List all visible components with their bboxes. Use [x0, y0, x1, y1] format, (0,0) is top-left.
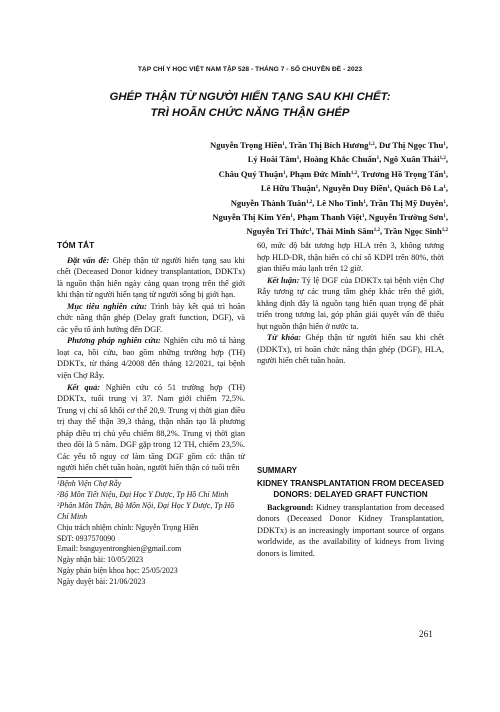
- abstract-methods-label: Phương pháp nghiên cứu:: [67, 336, 161, 346]
- abstract-heading: TÓM TẮT: [57, 240, 95, 250]
- phone-number: SĐT: 0937570090: [57, 533, 116, 543]
- author-affiliation-sup: 1: [443, 185, 446, 191]
- author-list: [68, 138, 448, 239]
- date-accepted: Ngày duyệt bài: 21/06/2023: [57, 577, 146, 587]
- abstract-background-label: Đặt vấn đề:: [67, 255, 110, 265]
- author-affiliation-sup: 1,2: [439, 156, 446, 162]
- affiliation-1-text: Bệnh Viện Chợ Rẫy: [59, 479, 122, 488]
- author-name: Quách Đô La: [394, 183, 444, 194]
- author-name: Lê Nho Tình: [316, 197, 364, 208]
- author-affiliation-sup: 1: [296, 156, 300, 162]
- author-affiliation-sup: 1: [362, 214, 365, 220]
- author-separator: ,: [445, 168, 448, 179]
- author-affiliation-sup: 1,2: [306, 199, 313, 205]
- affiliation-2: [57, 490, 247, 501]
- author-name: Nguyễn Thành Tuân: [230, 197, 307, 208]
- author-affiliation-sup: 1: [443, 214, 446, 220]
- author-separator: ,: [364, 212, 369, 223]
- article-title-line-1: GHÉP THẬN TỪ NGƯỜI HIẾN TẠNG SAU KHI CHẾT:: [109, 91, 391, 103]
- author-name: Lý Hoài Tâm: [247, 154, 297, 165]
- abstract-results-text: Nghiên cứu có 51 trường hợp (TH) DDKTx, tuổi trung vị 37. Nam giới chiếm 72,5%. Trung vị chỉ số khối cơ thể 20,9. Trung vị thời gian điều trị thay thế thận 39,3 tháng, thận nhân tạo là phương pháp điều trị chủ yếu chiếm 88,2%. Trung vị thời gian theo dõi là 5 năm. DGF gặp trong 12 TH, chiếm 23,5%. Các yếu tố nguy cơ làm tăng DGF gồm có: thận từ người hiến chết tuần hoàn, người hiến thận có tuổi trên: [57, 382, 245, 473]
- author-affiliation-sup: 1: [387, 185, 390, 191]
- author-separator: ,: [357, 168, 362, 179]
- abstract-results-label: Kết quả:: [67, 382, 100, 392]
- author-name: Nguyễn Thị Kim Yến: [212, 212, 291, 223]
- author-separator: ,: [445, 212, 448, 223]
- author-name: Dư Thị Ngọc Thu: [379, 140, 444, 150]
- page-number: 261: [419, 629, 433, 639]
- keywords-label: Từ khóa:: [267, 333, 302, 343]
- abstract-results-continued: [257, 240, 444, 275]
- article-title-line-2: TRÌ HOÃN CHỨC NĂNG THẬN GHÉP: [150, 107, 350, 119]
- abstract-background-text: Ghép thận từ người hiến tạng sau khi chết (Deceased Donor kidney transplantation, DDKTx) là nguồn thận hiến ngày càng quan trọng trên thế giới khi thận từ người hiến tạng từ người sống bị giới hạn.: [57, 255, 245, 300]
- author-separator: ,: [299, 154, 304, 165]
- corresponding-author: Chịu trách nhiệm chính: Nguyễn Trọng Hiền: [57, 522, 199, 532]
- author-affiliation-sup: 1,2: [373, 228, 380, 234]
- summary-heading: SUMMARY: [257, 466, 297, 475]
- summary-title: KIDNEY TRANSPLANTATION FROM DECEASED DONORS: DELAYED GRAFT FUNCTION: [257, 478, 444, 500]
- abstract-vi-column-right: [257, 240, 444, 367]
- abstract-objective-label: Mục tiêu nghiên cứu:: [67, 301, 147, 311]
- author-separator: ,: [445, 183, 448, 194]
- date-received: Ngày nhận bài: 10/05/2023: [57, 555, 144, 565]
- summary-background-label: Background:: [267, 502, 314, 512]
- author-separator: ,: [311, 226, 316, 237]
- author-line: [68, 152, 448, 166]
- footnotes: [57, 479, 247, 588]
- author-separator: ,: [365, 197, 370, 208]
- affiliation-2-text: Bộ Môn Tiết Niệu, Đại Học Y Dược, Tp Hồ Chí Minh: [59, 489, 229, 499]
- author-line: [68, 224, 448, 238]
- author-name: Phạm Thanh Việt: [297, 212, 362, 223]
- author-affiliation-sup: 1: [315, 185, 319, 191]
- author-affiliation-sup: 1: [309, 228, 312, 234]
- author-line: [68, 196, 448, 210]
- author-separator: ,: [284, 140, 289, 150]
- abstract-keywords: [257, 332, 444, 367]
- email-address: Email: bsnguyentronghien@gmail.com: [57, 544, 182, 554]
- author-name: Trương Hồ Trọng Tấn: [361, 168, 444, 179]
- abstract-methods: [57, 335, 245, 381]
- author-name: Ngô Xuân Thái: [383, 154, 440, 165]
- author-separator: ,: [445, 140, 448, 150]
- author-affiliation-sup: 1: [443, 170, 446, 176]
- author-line: [68, 210, 448, 224]
- author-line: [68, 181, 448, 195]
- author-line: [68, 167, 448, 181]
- author-affiliation-sup: 1,2: [368, 142, 375, 147]
- author-name: Châu Quý Thuận: [218, 168, 283, 179]
- author-name: Thái Minh Sâm: [315, 226, 374, 237]
- affiliation-2-sup: 2: [57, 491, 60, 497]
- author-separator: ,: [312, 197, 317, 208]
- author-separator: ,: [445, 154, 448, 165]
- abstract-results-text-continued: 60, mức độ bắt tương hợp HLA trên 3, không tương hợp HLD-DR, thận hiến có chỉ số KDPI trên 80%, thời gian thiếu máu lạnh trên 12 giờ.: [257, 241, 444, 274]
- abstract-results: [57, 382, 245, 474]
- author-affiliation-sup: 1: [283, 170, 286, 176]
- author-affiliation-sup: 1: [376, 156, 380, 162]
- author-separator: ,: [445, 197, 448, 208]
- abstract-objective-text: Trình bày kết quả trì hoãn chức năng thận ghép (Delay graft function, DGF), và các yếu tố ảnh hưởng đến DGF.: [57, 301, 245, 334]
- abstract-conclusion-text: Tỷ lệ DGF của DDKTx tại bệnh viện Chợ Rẫy tương tự các trung tâm ghép khác trên thế giới, khẳng định đây là nguồn tạng hiến quan trọng để phát triển trong tương lai, góp phần giải quyết vấn đề thiếu hụt nguồn thận hiến ở nước ta.: [257, 275, 444, 331]
- abstract-objective: [57, 301, 245, 336]
- author-separator: ,: [389, 183, 395, 194]
- abstract-conclusion-label: Kết luận:: [267, 275, 300, 285]
- affiliation-1: [57, 479, 247, 490]
- author-name: Trần Thị Mỹ Duyên: [369, 197, 444, 208]
- author-name: Trần Ngọc Sinh: [384, 226, 442, 237]
- author-name: Trần Thị Bích Hương: [288, 140, 369, 150]
- author-affiliation-sup: 1,2: [441, 228, 448, 234]
- affiliation-3-sup: 3: [57, 502, 60, 508]
- author-separator: ,: [318, 183, 323, 194]
- date-reviewed: Ngày phản biện khoa học: 25/05/2023: [57, 566, 178, 576]
- footnote-divider: [57, 477, 132, 478]
- author-name: Lê Hữu Thuận: [260, 183, 316, 194]
- author-separator: ,: [285, 168, 290, 179]
- abstract-conclusion: [257, 275, 444, 333]
- author-affiliation-sup: 1: [443, 199, 446, 205]
- author-name: Phạm Đức Minh: [289, 168, 351, 179]
- author-separator: ,: [379, 154, 384, 165]
- summary-background-text: Kidney transplantation from deceased donors (Deceased Donor Kidney Transplantation, DDKTx) is an increasingly important source of organs worldwide, as the availability of kidneys from living donors is limited.: [257, 502, 444, 558]
- author-name: Nguyễn Trọng Hiền: [209, 140, 283, 150]
- affiliation-1-sup: 1: [57, 481, 60, 486]
- author-affiliation-sup: 1,2: [350, 170, 358, 176]
- summary-background: [257, 502, 444, 560]
- author-name: Hoàng Khắc Chuẩn: [303, 154, 377, 165]
- author-name: Nguyễn Trường Sơn: [368, 212, 444, 223]
- abstract-vi-column-left: [57, 240, 245, 474]
- author-separator: ,: [374, 140, 380, 150]
- keywords-text: Ghép thận từ người hiến sau khi chết (DDKTx), trì hoãn chức năng thận ghép (DGF), HLA, người hiến chết tuần hoàn.: [257, 333, 445, 366]
- abstract-methods-text: Nghiên cứu mô tả hàng loạt ca, hồi cứu, bao gồm những trường hợp (TH) DDKTx, từ tháng 4/2008 đến tháng 12/2021, tại bệnh viện Chợ Rẫy.: [57, 336, 245, 381]
- author-separator: ,: [379, 226, 385, 237]
- affiliation-3: [57, 501, 247, 523]
- affiliation-3-text: Phân Môn Thận, Bộ Môn Nội, Đại Học Y Dược, Tp Hồ Chí Minh: [57, 500, 235, 521]
- author-separator: ,: [292, 212, 298, 223]
- author-affiliation-sup: 1: [443, 142, 446, 147]
- author-affiliation-sup: 1: [290, 214, 293, 220]
- abstract-background: [57, 255, 245, 301]
- author-name: Nguyễn Trí Thức: [246, 226, 310, 237]
- author-name: Nguyễn Duy Điền: [322, 183, 388, 194]
- summary-section: [257, 465, 444, 559]
- author-affiliation-sup: 1: [282, 142, 285, 147]
- author-line: [68, 138, 448, 152]
- journal-header: TẠP CHÍ Y HỌC VIỆT NAM TẬP 528 - THÁNG 7 - SỐ CHUYÊN ĐỀ - 2023: [137, 66, 363, 73]
- author-affiliation-sup: 1: [363, 199, 366, 205]
